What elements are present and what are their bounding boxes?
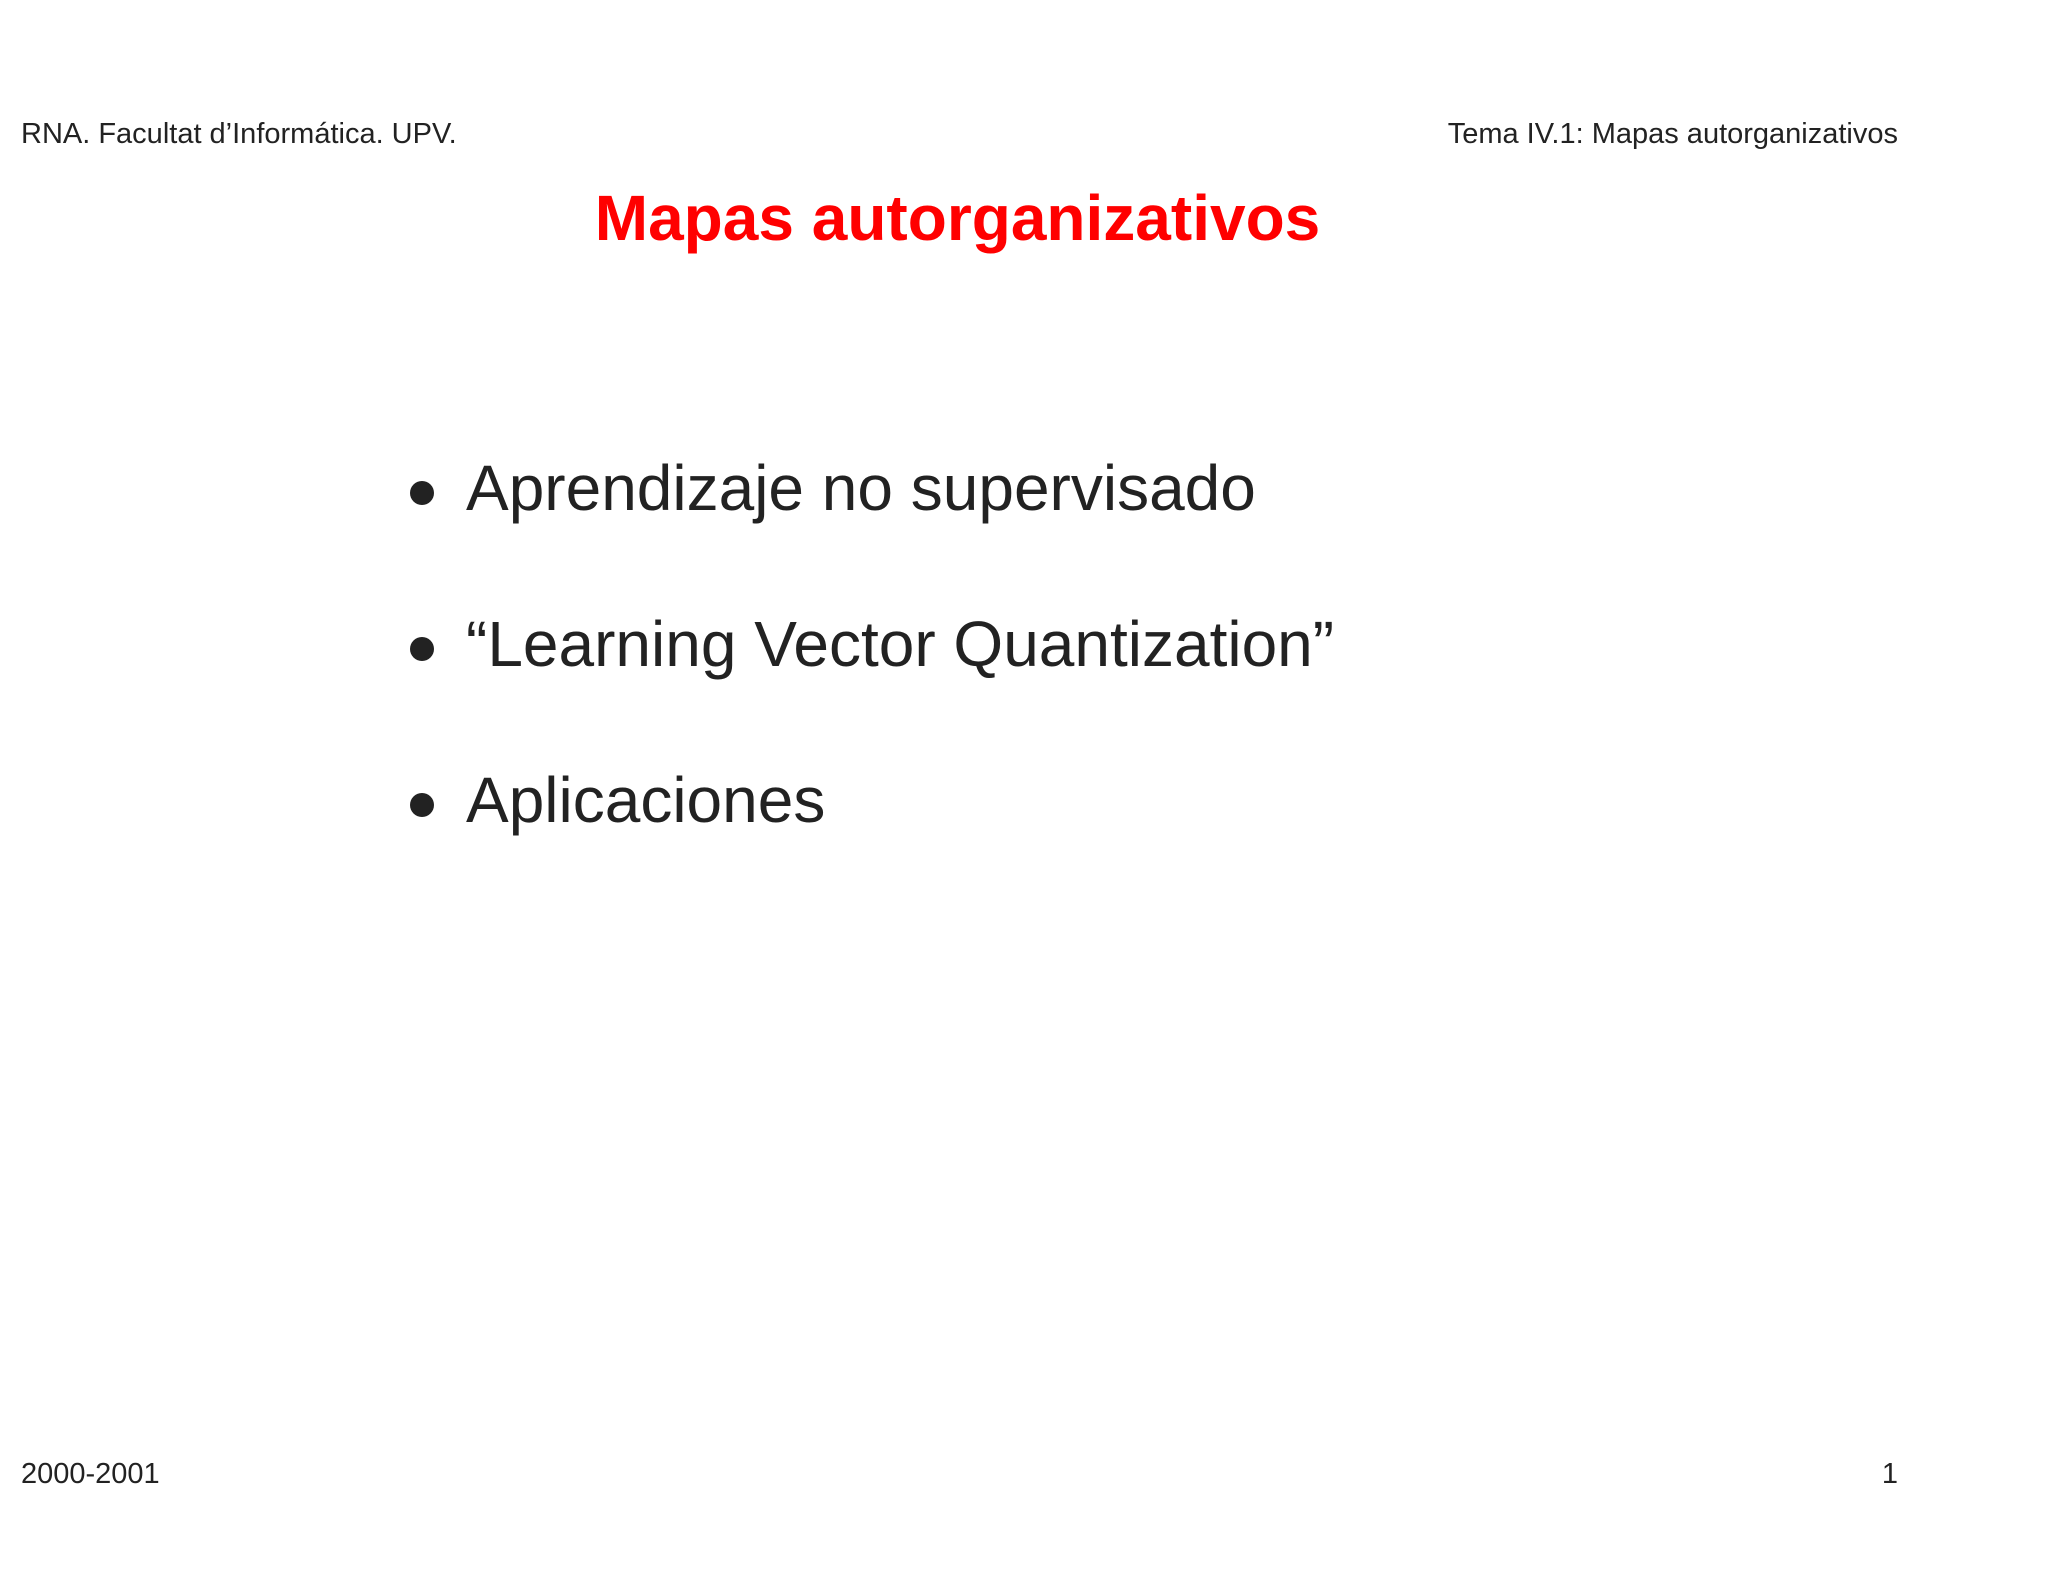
bullet-item-unsupervised-learning bbox=[410, 448, 1334, 528]
bullet-text: Aplicaciones bbox=[466, 764, 826, 836]
bullet-item-lvq bbox=[410, 604, 1334, 684]
header-topic-label: Tema IV.1: Mapas autorganizativos bbox=[1447, 118, 1898, 150]
bullet-text: “Learning Vector Quantization” bbox=[466, 608, 1335, 680]
bullet-text: Aprendizaje no supervisado bbox=[466, 452, 1256, 524]
bullet-dot-icon bbox=[410, 481, 434, 505]
bullet-item-applications bbox=[410, 760, 1334, 840]
bullet-dot-icon bbox=[410, 637, 434, 661]
page-number: 1 bbox=[1881, 1458, 1898, 1490]
bullet-list bbox=[410, 448, 1334, 916]
slide-title: Mapas autorganizativos bbox=[594, 182, 1321, 254]
bullet-dot-icon bbox=[410, 793, 434, 817]
header-course-label: RNA. Facultat d’Informática. UPV. bbox=[21, 118, 457, 150]
footer-year-label: 2000-2001 bbox=[21, 1458, 160, 1490]
